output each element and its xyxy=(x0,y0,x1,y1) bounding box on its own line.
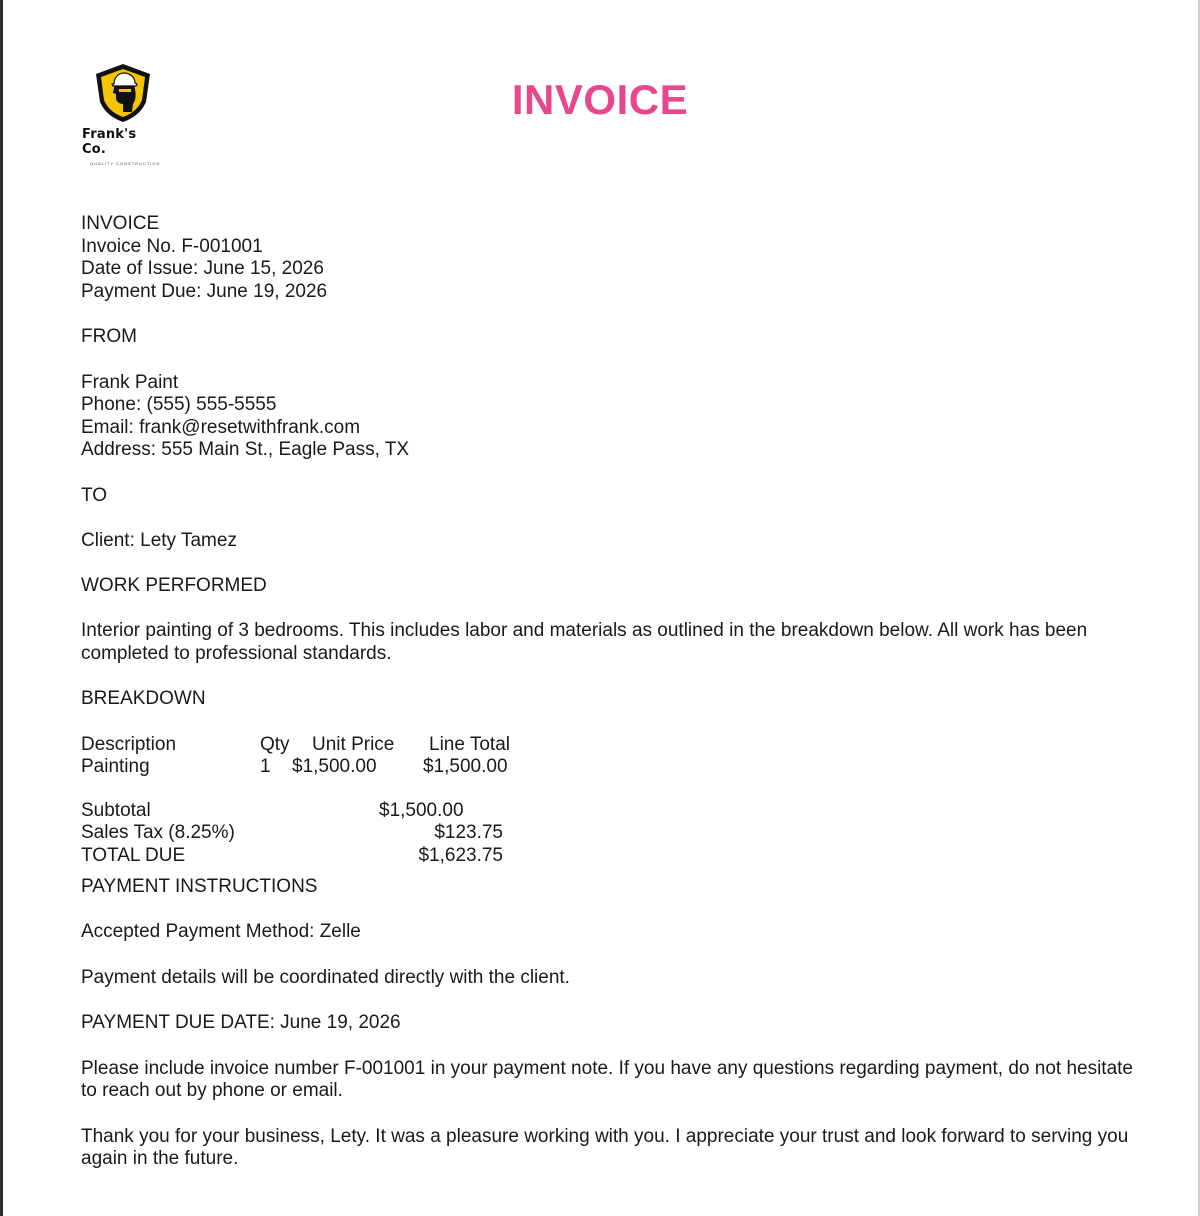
document-title: INVOICE xyxy=(511,76,689,123)
row-unit-price: $1,500.00 xyxy=(292,755,377,777)
payment-details: Payment details will be coordinated directly with the client. xyxy=(81,966,570,988)
from-name: Frank Paint xyxy=(81,371,179,393)
subtotal-label: Subtotal xyxy=(81,799,151,821)
row-qty: 1 xyxy=(260,755,271,777)
payment-method: Accepted Payment Method: Zelle xyxy=(81,921,361,942)
thank-you-note: Thank you for your business, Lety. It was a pleasure working with you. I appreciate your trust and look forward to serving you again in the future. xyxy=(81,1125,1129,1169)
work-description: Interior painting of 3 bedrooms. This includes labor and materials as outlined in the breakdown below. All work has been completed to professional standards. xyxy=(81,620,1088,664)
tax-value: $123.75 xyxy=(434,821,503,843)
column-header-line-total: Line Total xyxy=(429,733,510,755)
invoice-number: Invoice No. F-001001 xyxy=(81,235,263,257)
breakdown-heading: BREAKDOWN xyxy=(81,688,206,709)
invoice-label: INVOICE xyxy=(81,213,160,234)
column-header-unit-price: Unit Price xyxy=(312,733,395,755)
payment-heading: PAYMENT INSTRUCTIONS xyxy=(81,875,318,897)
from-address: Address: 555 Main St., Eagle Pass, TX xyxy=(81,439,410,460)
total-due-label: TOTAL DUE xyxy=(81,844,186,866)
work-heading: WORK PERFORMED xyxy=(81,574,267,596)
date-of-issue: Date of Issue: June 15, 2026 xyxy=(81,258,324,279)
payment-note: Please include invoice number F-001001 in your payment note. If you have any questions regarding payment, do not hesitate to reach out by phone or email. xyxy=(81,1057,1133,1101)
client-name: Client: Lety Tamez xyxy=(81,530,237,551)
brand-name: Frank's Co. xyxy=(82,127,137,157)
column-header-qty: Qty xyxy=(260,733,290,755)
page-left-edge xyxy=(0,0,3,1216)
column-header-description: Description xyxy=(81,733,177,755)
invoice-body xyxy=(81,213,1141,1171)
breakdown-table xyxy=(81,734,1141,780)
row-line-total: $1,500.00 xyxy=(423,755,508,777)
brand-tagline: QUALITY CONSTRUCTION xyxy=(90,161,161,166)
payment-due: Payment Due: June 19, 2026 xyxy=(81,280,328,302)
from-phone: Phone: (555) 555-5555 xyxy=(81,394,277,415)
from-heading: FROM xyxy=(81,326,137,347)
from-email: Email: frank@resetwithfrank.com xyxy=(81,416,361,438)
payment-due-date: PAYMENT DUE DATE: June 19, 2026 xyxy=(81,1012,401,1033)
to-heading: TO xyxy=(81,484,108,506)
total-due-value: $1,623.75 xyxy=(418,844,503,866)
totals-block xyxy=(81,800,1141,868)
subtotal-value: $1,500.00 xyxy=(379,799,464,821)
row-description: Painting xyxy=(81,755,150,777)
tax-label: Sales Tax (8.25%) xyxy=(81,821,235,843)
